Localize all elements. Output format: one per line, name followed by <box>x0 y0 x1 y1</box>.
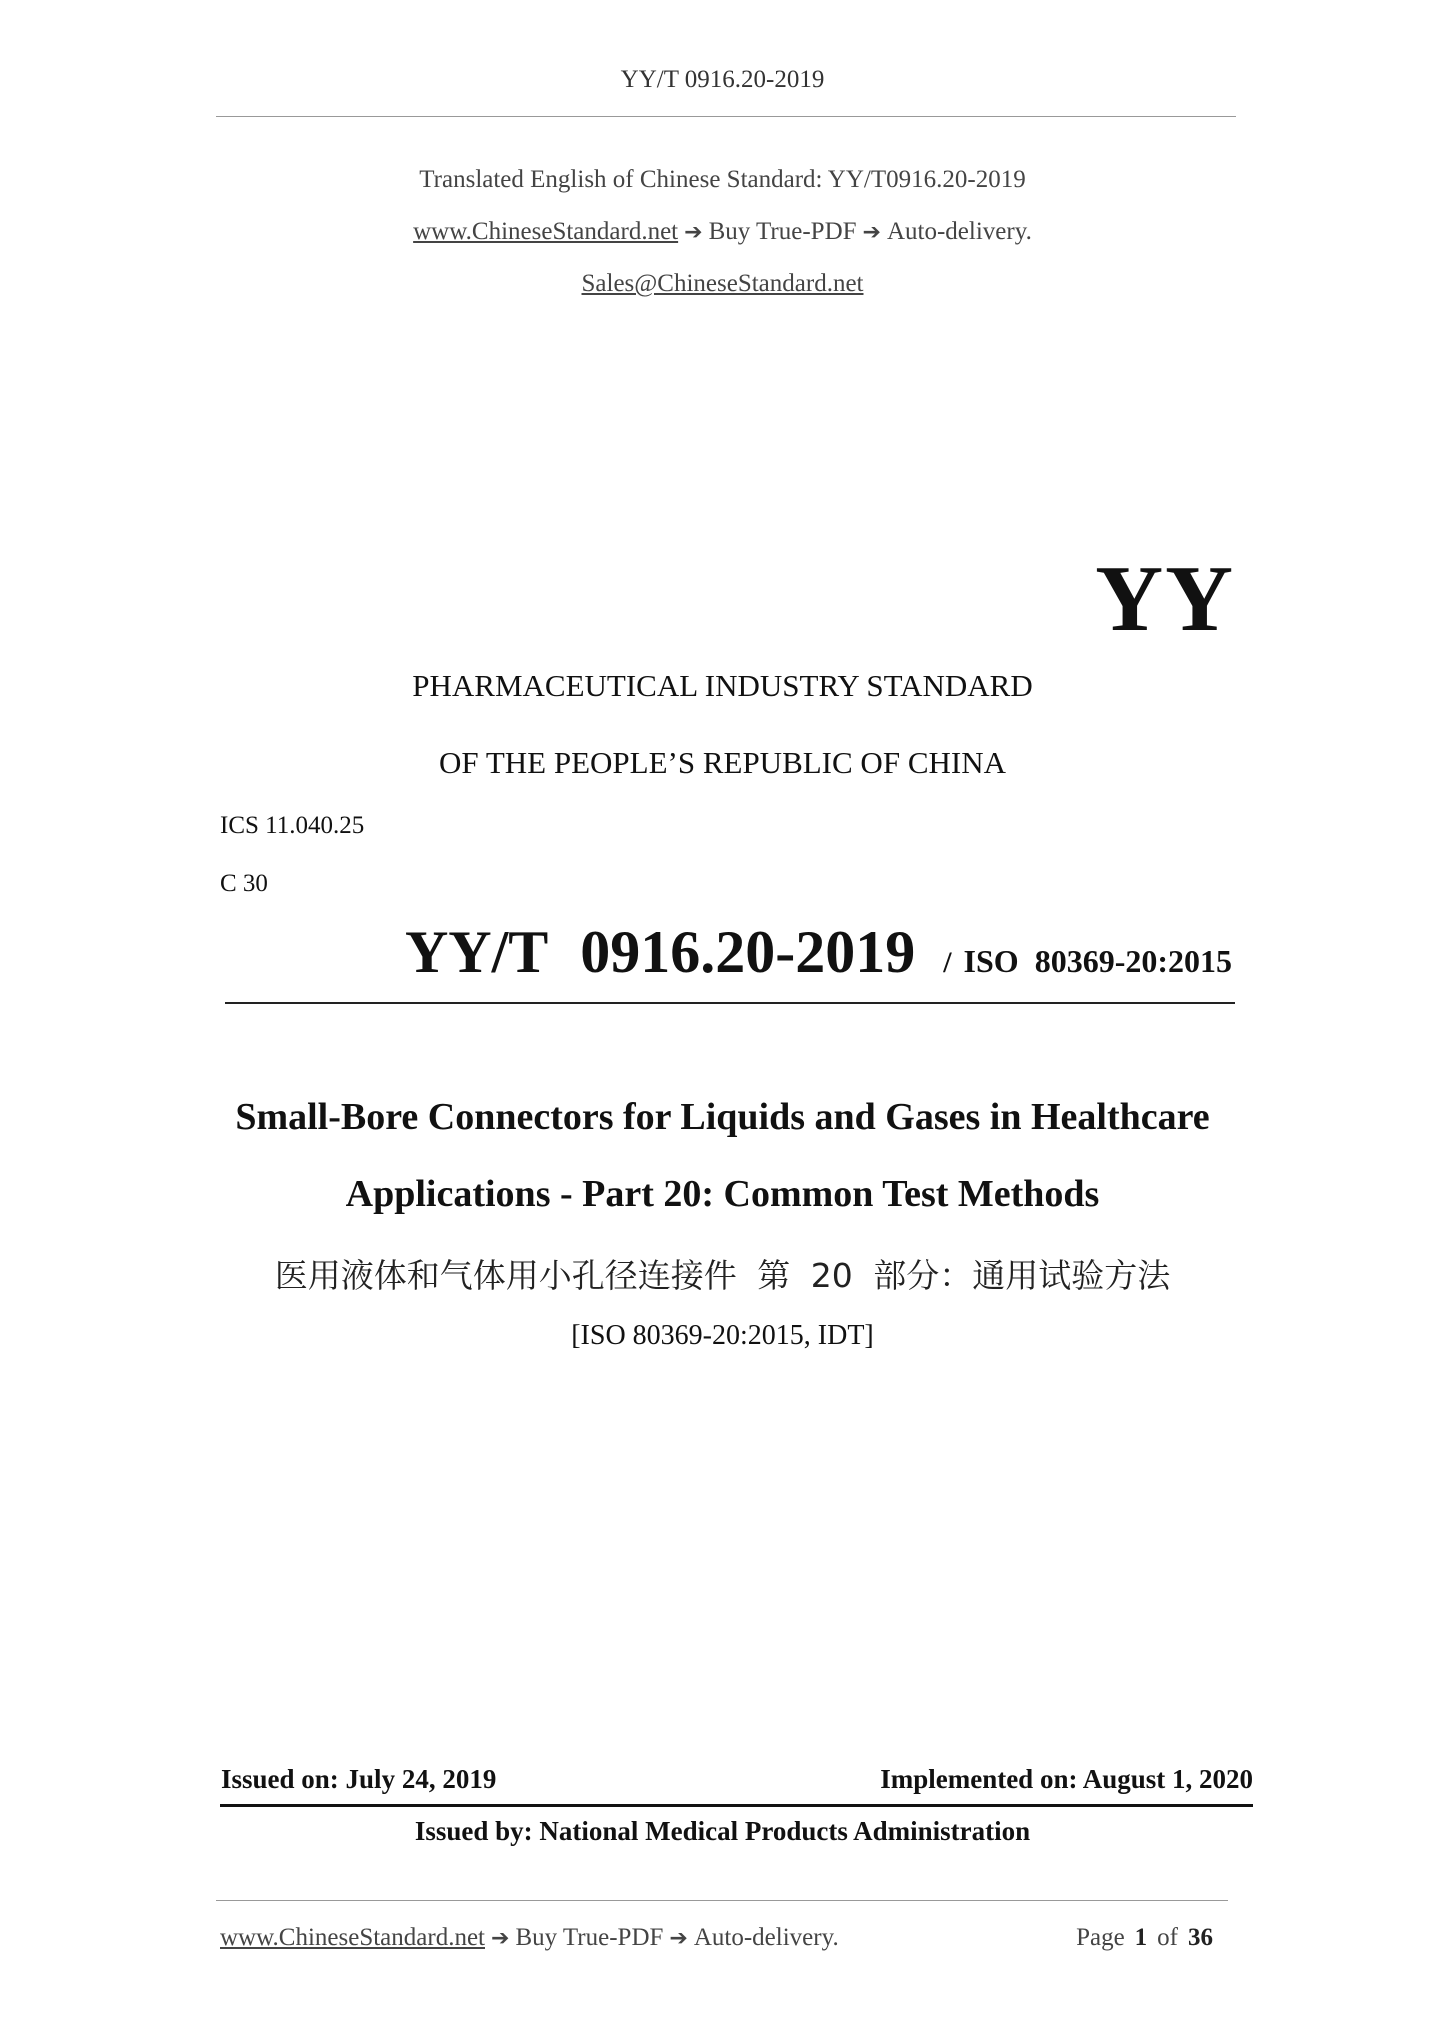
adoption-reference: [ISO 80369-20:2015, IDT] <box>571 1320 874 1351</box>
promo-email-row <box>0 270 1445 298</box>
footer-divider <box>216 1900 1228 1901</box>
right-arrow-icon: ➔ <box>669 1926 688 1951</box>
right-arrow-icon: ➔ <box>684 220 703 245</box>
ccs-code: C 30 <box>220 870 268 897</box>
footer-links <box>220 1924 839 1952</box>
issuing-authority: Issued by: National Medical Products Administration <box>414 1816 1031 1846</box>
footer-site-link[interactable]: www.ChineseStandard.net <box>220 1924 485 1951</box>
page-of-label: of <box>1157 1924 1178 1951</box>
header-divider <box>216 116 1236 117</box>
standard-category-line-1: PHARMACEUTICAL INDUSTRY STANDARD <box>412 668 1033 703</box>
buy-pdf-text: Buy True-PDF <box>708 218 857 245</box>
standard-number-divider <box>225 1002 1235 1004</box>
promo-title: Translated English of Chinese Standard: YY/T0916.20-2019 <box>419 166 1026 193</box>
slash-separator: / <box>943 946 952 979</box>
document-title-line-1: Small-Bore Connectors for Liquids and Gases in Healthcare <box>235 1096 1210 1138</box>
standard-number: YY/T 0916.20-2019 <box>404 919 916 985</box>
promo-links <box>0 218 1445 246</box>
document-title-line-2: Applications - Part 20: Common Test Methods <box>345 1173 1100 1215</box>
ics-code: ICS 11.040.25 <box>220 812 365 839</box>
standard-category-line-2: OF THE PEOPLE’S REPUBLIC OF CHINA <box>439 745 1006 780</box>
iso-reference: ISO 80369-20:2015 <box>963 943 1232 979</box>
issued-on-date: Issued on: July 24, 2019 <box>221 1764 497 1794</box>
issue-divider <box>220 1804 1253 1807</box>
implemented-on-date: Implemented on: August 1, 2020 <box>880 1764 1253 1794</box>
auto-delivery-text: Auto-delivery. <box>886 218 1032 245</box>
document-title-chinese: 医用液体和气体用小孔径连接件 第 20 部分：通用试验方法 <box>274 1256 1171 1295</box>
footer-delivery-text: Auto-delivery. <box>693 1924 839 1951</box>
page-label: Page <box>1076 1924 1125 1951</box>
running-header: YY/T 0916.20-2019 <box>620 66 825 93</box>
page-indicator <box>1076 1924 1223 1952</box>
standard-code-logo: YY <box>1095 547 1235 651</box>
standard-number-line <box>405 918 1232 987</box>
right-arrow-icon: ➔ <box>862 220 881 245</box>
sales-email-link[interactable]: Sales@ChineseStandard.net <box>581 270 864 297</box>
right-arrow-icon: ➔ <box>491 1926 510 1951</box>
site-link[interactable]: www.ChineseStandard.net <box>413 218 679 245</box>
footer-buy-text: Buy True-PDF <box>515 1924 664 1951</box>
page-total: 36 <box>1188 1924 1213 1951</box>
page-current: 1 <box>1134 1924 1148 1951</box>
